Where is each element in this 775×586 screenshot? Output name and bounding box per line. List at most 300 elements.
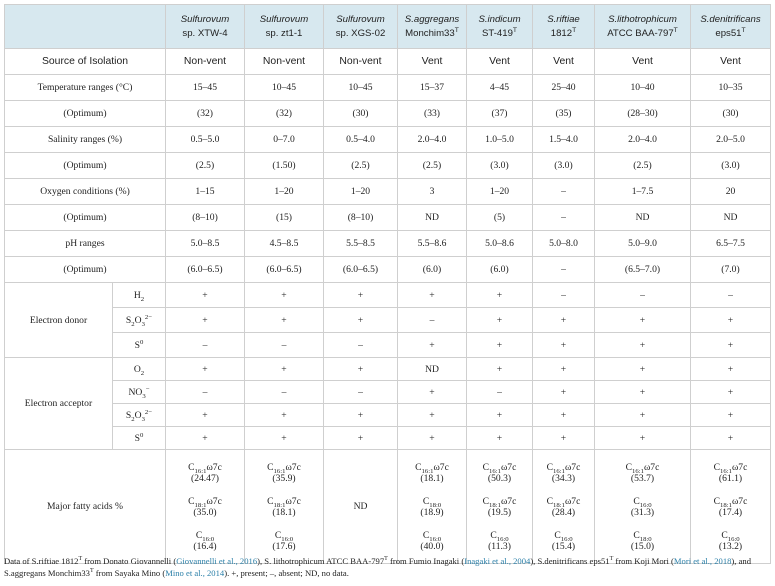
cell-value: (37) <box>467 101 533 127</box>
cell-value: (1.50) <box>245 153 324 179</box>
fatty-acid-percent: (35.9) <box>272 472 296 484</box>
strain-genus: S.denitrificans <box>700 13 761 25</box>
cell-value: (35) <box>533 101 595 127</box>
fatty-acid-percent: (35.0) <box>193 506 217 518</box>
cell-value: 1.5–4.0 <box>533 127 595 153</box>
cell-value: – <box>166 333 245 358</box>
cell-value: + <box>324 358 398 381</box>
fatty-acid-carbons: 16:0 <box>496 535 509 543</box>
row-label: Oxygen conditions (%) <box>5 179 166 205</box>
formula-base: H <box>133 289 141 301</box>
cell-value: (3.0) <box>467 153 533 179</box>
cell-value: + <box>467 333 533 358</box>
header-strain <box>533 5 595 49</box>
cell-value: + <box>467 404 533 427</box>
fatty-acid-carbons: 16:0 <box>202 535 215 543</box>
fatty-acid-cell <box>691 450 771 564</box>
strain-type-sup: T <box>454 26 459 34</box>
cell-value: – <box>533 179 595 205</box>
cell-value: (6.0) <box>398 257 467 283</box>
formula-sup: 2− <box>144 313 153 321</box>
cell-value: ND <box>691 205 771 231</box>
cell-value: + <box>595 358 691 381</box>
acceptor-label: Electron acceptor <box>5 358 113 450</box>
cell-value: (30) <box>691 101 771 127</box>
cell-value: + <box>324 283 398 308</box>
cell-value: + <box>691 333 771 358</box>
cell-value: + <box>398 427 467 450</box>
fatty-acid-percent: (18.1) <box>272 506 296 518</box>
cell-value: (8–10) <box>166 205 245 231</box>
cell-value: + <box>166 404 245 427</box>
cell-value: Non-vent <box>166 49 245 75</box>
cell-value: + <box>467 308 533 333</box>
cell-value: (6.0–6.5) <box>245 257 324 283</box>
donor-label: Electron donor <box>5 283 113 358</box>
footnote-text: ), and S.aggregans Monchim33 <box>4 556 751 578</box>
cell-value: + <box>691 427 771 450</box>
fatty-acid-cell <box>467 450 533 564</box>
fatty-acid-percent: (17.6) <box>272 540 296 552</box>
fatty-acid-omega: ω7c <box>564 495 581 507</box>
fatty-acid-carbons: 16:1 <box>489 467 501 475</box>
cell-value: 2.0–5.0 <box>691 127 771 153</box>
cell-value: + <box>533 404 595 427</box>
fatty-acid-name: $C_{16:0}$ <box>554 529 573 543</box>
row-temp <box>5 75 771 101</box>
cell-value: – <box>245 333 324 358</box>
fatty-acid-name: $C_{18:1}\omega 7c$ <box>482 495 517 509</box>
fatty-acid-name: $C_{16:1}\omega 7c$ <box>267 461 301 475</box>
cell-value: 5.5–8.6 <box>398 231 467 257</box>
fatty-acid-cell <box>595 450 691 564</box>
cell-value: + <box>533 427 595 450</box>
row-label: Major fatty acids % <box>5 450 166 564</box>
cell-value: + <box>166 283 245 308</box>
cell-value: 20 <box>691 179 771 205</box>
cell-value: (8–10) <box>324 205 398 231</box>
fatty-acid-name: $C_{16:1}\omega 7c$ <box>625 461 660 475</box>
cell-value: (28–30) <box>595 101 691 127</box>
header-strain <box>398 5 467 49</box>
cell-value: + <box>533 358 595 381</box>
fatty-acid-carbons: 18:1 <box>489 501 501 509</box>
cell-value: Vent <box>533 49 595 75</box>
fatty-acid-percent: (31.3) <box>630 506 655 518</box>
cell-value: + <box>691 308 771 333</box>
strain-genus: Sulfurovum <box>259 13 309 25</box>
strain-genus: S.aggregans <box>404 13 460 25</box>
formula-base: S <box>125 314 132 326</box>
strain-genus: S.lithotrophicum <box>608 13 677 25</box>
formula-sup: 0 <box>139 338 144 346</box>
strain-id: eps51 <box>715 27 742 39</box>
cell-value: 4–45 <box>467 75 533 101</box>
cell-value: – <box>467 381 533 404</box>
cell-value: – <box>245 381 324 404</box>
cell-value: + <box>324 308 398 333</box>
footnote-sup: T <box>384 556 388 563</box>
cell-value: (5) <box>467 205 533 231</box>
formula-sup: − <box>145 385 150 393</box>
cell-value: Vent <box>691 49 771 75</box>
cell-value: + <box>245 283 324 308</box>
strain-id: sp. XGS-02 <box>335 27 386 39</box>
cell-value: 2.0–4.0 <box>595 127 691 153</box>
spacer <box>469 518 530 530</box>
strain-type-sup: T <box>673 26 678 34</box>
spacer <box>400 518 464 530</box>
cell-value: + <box>533 308 595 333</box>
footnote-sup: T <box>78 556 83 563</box>
cell-value: + <box>398 404 467 427</box>
citation-link[interactable]: Inagaki et al., 2004 <box>464 556 531 566</box>
acceptor-row <box>5 381 771 404</box>
strain-genus: S.indicum <box>478 13 521 25</box>
fatty-acid-carbons: 18:0 <box>429 501 442 509</box>
cell-value: (2.5) <box>166 153 245 179</box>
formula-base: NO <box>128 386 143 398</box>
spacer <box>693 484 768 496</box>
cell-value: Vent <box>398 49 467 75</box>
fatty-acid-percent: (40.0) <box>420 540 444 552</box>
citation-link[interactable]: Mori et al., 2018 <box>673 556 732 566</box>
footnote-text: from Fumio Inagaki ( <box>387 556 465 566</box>
footnote-sup: T <box>89 568 94 575</box>
fatty-acid-percent: (17.4) <box>718 506 743 518</box>
cell-value: + <box>166 308 245 333</box>
row-label: Source of Isolation <box>5 49 166 75</box>
cell-value: (6.0) <box>467 257 533 283</box>
fatty-acid-omega: ω7c <box>500 461 517 473</box>
cell-value: 10–45 <box>245 75 324 101</box>
cell-value: Vent <box>467 49 533 75</box>
fatty-acid-carbons: 16:0 <box>281 535 294 543</box>
formula-sub: 3 <box>141 415 145 423</box>
fatty-acid-name: $C_{18:1}\omega 7c$ <box>546 495 581 509</box>
cell-value: 10–40 <box>595 75 691 101</box>
cell-value: – <box>533 283 595 308</box>
fatty-acid-cell <box>245 450 324 564</box>
compound-label <box>113 404 166 427</box>
cell-value: (7.0) <box>691 257 771 283</box>
cell-value: + <box>533 333 595 358</box>
header-strain <box>245 5 324 49</box>
cell-value: 0–7.0 <box>245 127 324 153</box>
cell-value: – <box>166 381 245 404</box>
cell-value: 5.0–8.0 <box>533 231 595 257</box>
cell-value: 2.0–4.0 <box>398 127 467 153</box>
cell-value: + <box>398 283 467 308</box>
row-label: pH ranges <box>5 231 166 257</box>
acceptor-row <box>5 404 771 427</box>
compound-label <box>113 381 166 404</box>
cell-value: ND <box>398 358 467 381</box>
footnote-text: from Donato Giovannelli ( <box>82 556 177 566</box>
fatty-acid-carbons: 16:1 <box>273 467 286 475</box>
cell-value: – <box>533 205 595 231</box>
cell-value: (2.5) <box>324 153 398 179</box>
row-ph <box>5 231 771 257</box>
cell-value: 1–15 <box>166 179 245 205</box>
cell-value: + <box>166 427 245 450</box>
cell-value: + <box>398 333 467 358</box>
row-salinity <box>5 127 771 153</box>
fatty-acid-carbons: 16:0 <box>560 535 573 543</box>
cell-value: (2.5) <box>595 153 691 179</box>
fatty-acid-carbons: 16:0 <box>639 501 652 509</box>
donor-row <box>5 333 771 358</box>
fatty-acid-percent: (11.3) <box>488 540 511 552</box>
fatty-acid-omega: ω7c <box>285 461 301 473</box>
cell-value: 5.0–9.0 <box>595 231 691 257</box>
citation-link[interactable]: Giovannelli et al., 2016 <box>176 556 258 566</box>
fatty-acid-name: $C_{16:1}\omega 7c$ <box>546 461 581 475</box>
footnote-text: Data of S.riftiae 1812 <box>4 556 79 566</box>
cell-value: Non-vent <box>245 49 324 75</box>
strain-id: ATCC BAA-797 <box>607 27 674 39</box>
cell-value: 5.0–8.5 <box>166 231 245 257</box>
cell-value: (30) <box>324 101 398 127</box>
formula-sup: 2− <box>144 408 153 416</box>
fatty-acid-percent: (15.0) <box>630 540 655 552</box>
strain-genus: Sulfurovum <box>180 13 230 25</box>
cell-value: ND <box>398 205 467 231</box>
cell-value: 1–7.5 <box>595 179 691 205</box>
cell-value: (6.5–7.0) <box>595 257 691 283</box>
citation-link[interactable]: Mino et al., 2014 <box>165 568 225 578</box>
header-strain <box>166 5 245 49</box>
fatty-acid-omega: ω7c <box>731 461 748 473</box>
donor-row <box>5 308 771 333</box>
row-label: Salinity ranges (%) <box>5 127 166 153</box>
formula-base: S <box>134 432 140 444</box>
cell-value: (2.5) <box>398 153 467 179</box>
fatty-acid-name: $C_{16:1}\omega 7c$ <box>415 461 449 475</box>
cell-value: + <box>467 283 533 308</box>
formula-base: O <box>133 363 141 375</box>
fatty-acid-percent: (53.7) <box>630 472 655 484</box>
fatty-acid-percent: (16.4) <box>193 540 217 552</box>
fatty-acid-carbons: 18:1 <box>553 501 565 509</box>
formula-base: S <box>125 409 132 421</box>
strain-comparison-table <box>4 4 771 564</box>
fatty-acid-cell: ND <box>324 450 398 564</box>
fatty-acid-name: $C_{16:0}$ <box>633 495 652 509</box>
cell-value: + <box>245 308 324 333</box>
fatty-acid-omega: ω7c <box>433 461 449 473</box>
cell-value: 1–20 <box>467 179 533 205</box>
cell-value: – <box>533 257 595 283</box>
formula-base: O <box>134 314 142 326</box>
cell-value: 1–20 <box>324 179 398 205</box>
spacer <box>597 484 688 496</box>
fatty-acid-omega: ω7c <box>285 495 301 507</box>
cell-value: – <box>691 283 771 308</box>
formula-sub: 2 <box>131 415 135 423</box>
row-salinity_opt <box>5 153 771 179</box>
footnote-text: ). +, present; –, absent; ND, no data. <box>224 568 349 578</box>
cell-value: ND <box>595 205 691 231</box>
acceptor-row <box>5 427 771 450</box>
strain-genus: Sulfurovum <box>336 13 385 25</box>
cell-value: + <box>595 404 691 427</box>
cell-value: + <box>324 404 398 427</box>
strain-id: 1812 <box>550 27 573 39</box>
row-label: (Optimum) <box>5 257 166 283</box>
spacer <box>693 518 768 530</box>
fatty-acid-omega: ω7c <box>206 461 222 473</box>
cell-value: + <box>166 358 245 381</box>
fatty-acid-name: $C_{18:1}\omega 7c$ <box>713 495 748 509</box>
formula-sub: 2 <box>140 369 145 377</box>
cell-value: 15–37 <box>398 75 467 101</box>
cell-value: + <box>595 333 691 358</box>
cell-value: + <box>595 308 691 333</box>
cell-value: 25–40 <box>533 75 595 101</box>
fatty-acid-carbons: 16:1 <box>632 467 644 475</box>
cell-value: (15) <box>245 205 324 231</box>
fatty-acid-omega: ω7c <box>564 461 581 473</box>
strain-type-sup: T <box>741 26 746 34</box>
cell-value: 15–45 <box>166 75 245 101</box>
fatty-acid-name: $C_{16:0}$ <box>422 529 442 543</box>
cell-value: 5.0–8.6 <box>467 231 533 257</box>
footnote-text: from Sayaka Mino ( <box>93 568 166 578</box>
fatty-acid-percent: (28.4) <box>551 506 576 518</box>
cell-value: + <box>324 427 398 450</box>
cell-value: + <box>398 381 467 404</box>
compound-label <box>113 308 166 333</box>
header-strain <box>324 5 398 49</box>
fatty-acid-percent: (50.3) <box>487 472 512 484</box>
fatty-acid-name: $C_{18:0}$ <box>422 495 442 509</box>
spacer <box>247 518 321 530</box>
cell-value: (33) <box>398 101 467 127</box>
fatty-acid-name: $C_{18:1}\omega 7c$ <box>267 495 301 509</box>
footnote-text: from Koji Mori ( <box>613 556 674 566</box>
formula-sub: 3 <box>142 392 146 400</box>
fatty-acid-carbons: 16:0 <box>727 535 740 543</box>
formula-sup: 0 <box>139 431 144 439</box>
fatty-acid-carbons: 16:1 <box>553 467 565 475</box>
spacer <box>247 484 321 496</box>
spacer <box>535 484 592 496</box>
fatty-acid-cell <box>398 450 467 564</box>
formula-sub: 2 <box>131 320 135 328</box>
fatty-acid-name: $C_{16:0}$ <box>195 529 215 543</box>
fatty-acid-name: $C_{16:1}\omega 7c$ <box>188 461 222 475</box>
fatty-acid-carbons: 18:1 <box>194 501 207 509</box>
formula-sub: 3 <box>141 320 145 328</box>
strain-type-sup: T <box>512 26 518 34</box>
compound-label <box>113 333 166 358</box>
row-fatty-acids <box>5 450 771 564</box>
cell-value: (3.0) <box>691 153 771 179</box>
row-oxygen_opt <box>5 205 771 231</box>
cell-value: 5.5–8.5 <box>324 231 398 257</box>
formula-sub: 2 <box>140 295 145 303</box>
fatty-acid-carbons: 18:0 <box>639 535 652 543</box>
cell-value: – <box>398 308 467 333</box>
cell-value: – <box>324 381 398 404</box>
spacer <box>597 518 688 530</box>
cell-value: (6.0–6.5) <box>166 257 245 283</box>
footnote-text: ), S.denitrificans eps51 <box>530 556 610 566</box>
fatty-acid-percent: (19.5) <box>487 506 512 518</box>
fatty-acid-name: $C_{18:0}$ <box>633 529 652 543</box>
fatty-acid-name: $C_{16:1}\omega 7c$ <box>482 461 517 475</box>
fatty-acid-carbons: 16:1 <box>194 467 207 475</box>
header-strain <box>691 5 771 49</box>
cell-value: + <box>595 381 691 404</box>
cell-value: 3 <box>398 179 467 205</box>
footnote-sup: T <box>609 556 614 563</box>
cell-value: 0.5–4.0 <box>324 127 398 153</box>
cell-value: + <box>533 381 595 404</box>
fatty-acid-carbons: 18:1 <box>720 501 732 509</box>
cell-value: 1.0–5.0 <box>467 127 533 153</box>
fatty-acid-name: $C_{18:1}\omega 7c$ <box>188 495 222 509</box>
cell-value: (32) <box>245 101 324 127</box>
cell-value: 1–20 <box>245 179 324 205</box>
fatty-acid-name: $C_{16:0}$ <box>490 529 509 543</box>
formula-base: S <box>134 339 140 351</box>
spacer <box>535 518 592 530</box>
row-ph_opt <box>5 257 771 283</box>
fatty-acid-percent: (18.1) <box>420 472 444 484</box>
cell-value: (6.0–6.5) <box>324 257 398 283</box>
fatty-acid-percent: (61.1) <box>718 472 743 484</box>
row-source <box>5 49 771 75</box>
cell-value: 4.5–8.5 <box>245 231 324 257</box>
donor-row <box>5 283 771 308</box>
fatty-acid-percent: (18.9) <box>420 506 444 518</box>
fatty-acid-cell <box>166 450 245 564</box>
row-temp_opt <box>5 101 771 127</box>
strain-id: Monchim33 <box>405 27 455 39</box>
fatty-acid-percent: (13.2) <box>718 540 743 552</box>
cell-value: + <box>691 381 771 404</box>
formula-base: O <box>134 409 142 421</box>
cell-value: + <box>595 427 691 450</box>
cell-value: 10–45 <box>324 75 398 101</box>
header-row <box>5 5 771 49</box>
spacer <box>469 484 530 496</box>
spacer <box>400 484 464 496</box>
fatty-acid-omega: ω7c <box>500 495 517 507</box>
fatty-acid-cell <box>533 450 595 564</box>
strain-id: sp. XTW-4 <box>182 27 228 39</box>
fatty-acid-omega: ω7c <box>206 495 222 507</box>
cell-value: + <box>245 427 324 450</box>
fatty-acid-carbons: 16:1 <box>720 467 732 475</box>
cell-value: 0.5–5.0 <box>166 127 245 153</box>
cell-value: + <box>691 358 771 381</box>
fatty-acid-omega: ω7c <box>643 461 660 473</box>
row-label: (Optimum) <box>5 101 166 127</box>
fatty-acid-carbons: 16:1 <box>421 467 434 475</box>
cell-value: – <box>595 283 691 308</box>
footnote-text: ), S. lithotrophicum ATCC BAA-797 <box>257 556 385 566</box>
cell-value: + <box>245 358 324 381</box>
header-strain <box>595 5 691 49</box>
cell-value: + <box>245 404 324 427</box>
fatty-acid-percent: (24.47) <box>191 472 219 484</box>
cell-value: 10–35 <box>691 75 771 101</box>
row-label: (Optimum) <box>5 205 166 231</box>
acceptor-row <box>5 358 771 381</box>
